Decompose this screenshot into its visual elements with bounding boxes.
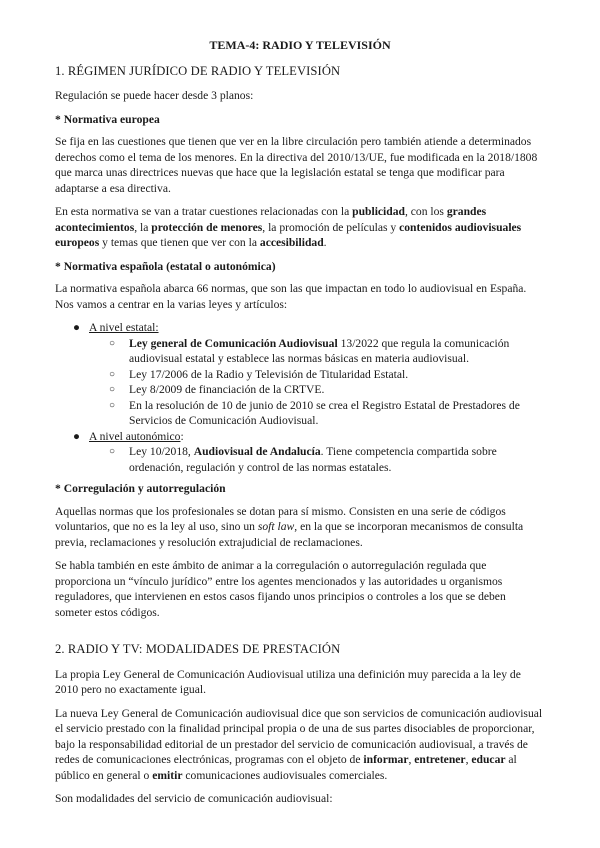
niveles-list: [55, 320, 545, 475]
circle-bullet-icon: ○: [109, 384, 116, 395]
estatal-label: A nivel estatal:: [89, 321, 159, 334]
list-item: ○ Ley 17/2006 de la Radio y Televisión de Titularidad Estatal.: [109, 367, 409, 381]
section-1-intro: Regulación se puede hacer desde 3 planos:: [55, 89, 254, 102]
section-2-paragraph-2: La nueva Ley General de Comunicación audiovisual dice que son servicios de comunicación audiovisual el servicio prestado con la finalidad principal propia o de una de sus partes disociables de proporcionar, bajo la responsabilidad editorial de un prestador del servicio de comunicación audiovisual, a través de redes de comunicaciones electrónicas, programas con el objeto de informar, entretener, educar al público en general o emitir comunicaciones audiovisuales comerciales.: [55, 706, 543, 782]
document-title: TEMA-4: RADIO Y TELEVISIÓN: [209, 38, 391, 52]
list-item: ○ Ley 10/2018, Audiovisual de Andalucía. Tiene competencia compartida sobre ordenación, regulación y control de las normas estatales.: [109, 445, 497, 474]
document-page: [55, 38, 545, 815]
normativa-europea-heading: * Normativa europea: [55, 112, 160, 126]
bullet-icon: ●: [73, 321, 81, 334]
corregulacion-paragraph-2: Se habla también en este ámbito de animar a la corregulación o autorregulación regulada que proporciona un “vínculo jurídico” entre los agentes mencionados y las autoridades u organismos reguladores, que intervienen en estos casos fijando unos principios o controles a los que se deben someter estos códigos.: [55, 559, 506, 619]
section-2-paragraph-3: Son modalidades del servicio de comunicación audiovisual:: [55, 792, 333, 805]
circle-bullet-icon: ○: [109, 368, 116, 380]
list-item: ○ En la resolución de 10 de junio de 2010 se crea el Registro Estatal de Prestadores de Servicios de Comunicación Audiovisual.: [109, 398, 520, 427]
list-item: ○ Ley general de Comunicación Audiovisual 13/2022 que regula la comunicación audiovisual estatal y establece las normas básicas en materia audiovisual.: [109, 336, 510, 365]
normativa-europea-paragraph-1: Se fija en las cuestiones que tienen que ver en la libre circulación pero también atiende a determinados derechos como el tema de los menores. En la directiva del 2010/13/UE, fue modificada en la 2018/1808 que marca unas directrices nuevas que hace que la legislación estatal se tenga que modificar para adaptarse a esa directiva.: [55, 135, 538, 195]
list-item-autonomico: ● A nivel autonómico: ○ Ley 10/2018, Audiovisual de Andalucía. Tiene competencia compartida sobre ordenación, regulación y control de las normas estatales.: [55, 429, 545, 476]
list-item: ○ Ley 8/2009 de financiación de la CRTVE.: [109, 383, 325, 396]
section-2-heading: 2. RADIO Y TV: MODALIDADES DE PRESTACIÓN: [55, 642, 341, 656]
normativa-espanola-paragraph: La normativa española abarca 66 normas, que son las que impactan en todo lo audiovisual en España. Nos vamos a centrar en la varias leyes y artículos:: [55, 282, 527, 311]
list-item-estatal: [55, 320, 545, 429]
circle-bullet-icon: ○: [109, 399, 116, 411]
normativa-europea-paragraph-2: En esta normativa se van a tratar cuestiones relacionadas con la publicidad, con los grandes acontecimientos, la protección de menores, la promoción de películas y contenidos audiovisuales europeos y temas que tienen que ver con la accesibilidad.: [55, 205, 522, 249]
autonomico-sublist: [89, 444, 545, 475]
circle-bullet-icon: ○: [109, 337, 116, 349]
autonomico-label: A nivel autonómico: [89, 429, 181, 443]
section-2-paragraph-1: La propia Ley General de Comunicación Audiovisual utiliza una definición muy parecida a la ley de 2010 pero no exactamente igual.: [55, 667, 521, 696]
estatal-sublist: [89, 336, 545, 429]
bullet-icon: ●: [73, 429, 81, 443]
circle-bullet-icon: ○: [109, 446, 116, 457]
corregulacion-paragraph-1: Aquellas normas que los profesionales se dotan para sí mismo. Consisten en una serie de códigos voluntarios, que no es la ley al uso, sino un soft law, en la que se incorporan mecanismos de consulta previa, reclamaciones y resolución extrajudicial de reclamaciones.: [55, 504, 524, 549]
normativa-espanola-heading: * Normativa española (estatal o autonómica): [55, 259, 276, 273]
section-1-heading: 1. RÉGIMEN JURÍDICO DE RADIO Y TELEVISIÓN: [55, 63, 341, 78]
corregulacion-heading: * Corregulación y autorregulación: [55, 482, 226, 495]
